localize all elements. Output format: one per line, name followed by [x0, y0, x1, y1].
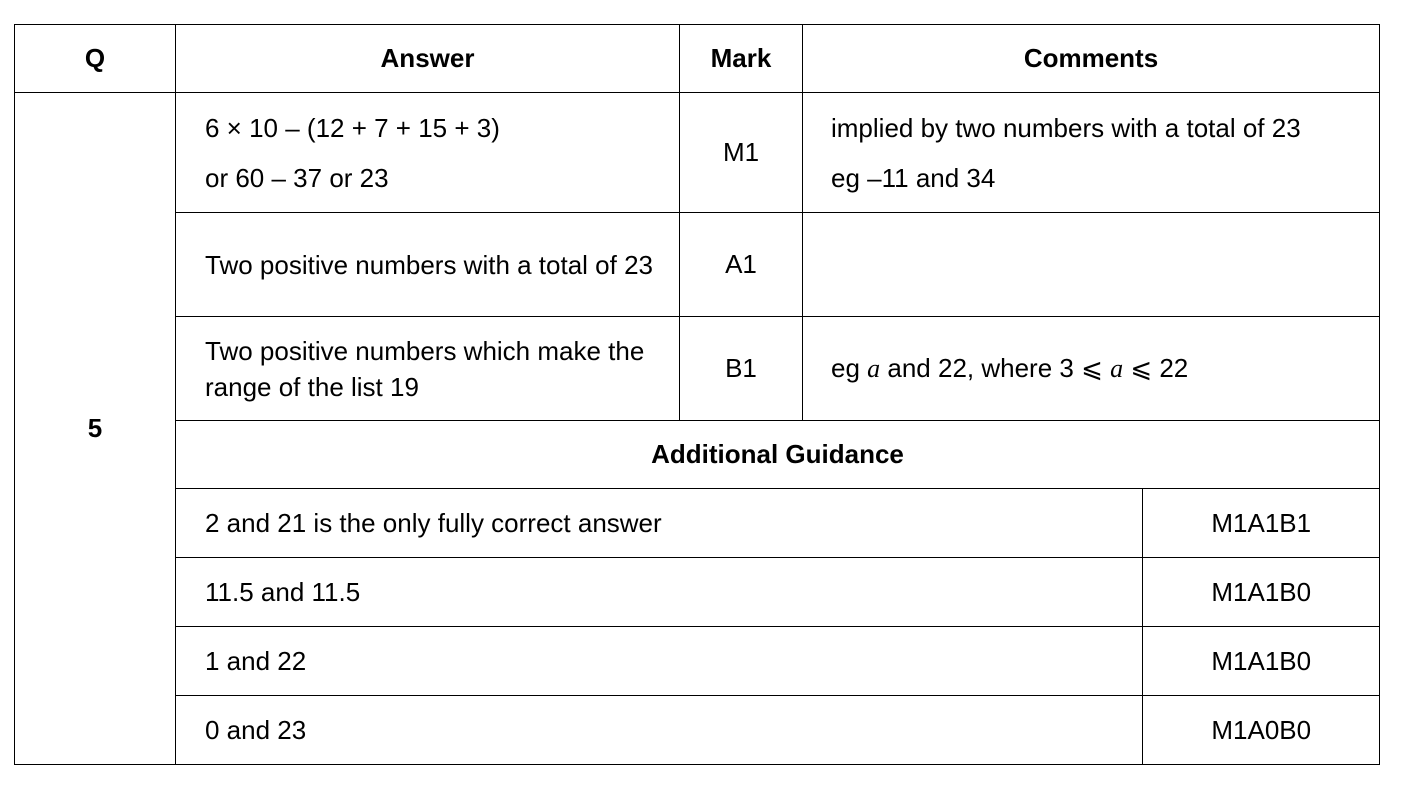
mark-cell: B1 [680, 317, 803, 421]
answer-cell: Two positive numbers with a total of 23 [176, 213, 680, 317]
question-number: 5 [15, 93, 176, 765]
guidance-cell [176, 558, 1380, 627]
comment-prefix: eg [831, 353, 868, 383]
header-q: Q [15, 25, 176, 93]
additional-guidance-header-row [15, 421, 1380, 489]
answer-row-a1 [15, 213, 1380, 317]
comment-middle: and 22, where 3 ⩽ [880, 353, 1111, 383]
guidance-cell [176, 696, 1380, 765]
math-variable: a [867, 354, 881, 383]
header-comments: Comments [803, 25, 1380, 93]
guidance-mark: M1A1B1 [1142, 489, 1380, 557]
comment-cell [803, 213, 1380, 317]
comment-line: eg –11 and 34 [831, 162, 996, 193]
comment-line: implied by two numbers with a total of 23 [831, 112, 1301, 143]
answer-row-b1 [15, 317, 1380, 421]
mark-scheme-table [14, 24, 1380, 765]
answer-line: or 60 – 37 or 23 [205, 162, 389, 193]
guidance-row [15, 489, 1380, 558]
additional-guidance-title: Additional Guidance [176, 421, 1380, 489]
guidance-text: 1 and 22 [205, 645, 307, 676]
mark-cell: A1 [680, 213, 803, 317]
guidance-mark: M1A0B0 [1142, 696, 1380, 764]
guidance-inner-table [176, 489, 1380, 557]
guidance-text: 11.5 and 11.5 [205, 576, 361, 607]
header-answer: Answer [176, 25, 680, 93]
answer-cell: Two positive numbers which make the range of the list 19 [176, 317, 680, 421]
header-mark: Mark [680, 25, 803, 93]
guidance-inner-table [176, 558, 1380, 626]
answer-line: 6 × 10 – (12 + 7 + 15 + 3) [205, 112, 500, 143]
guidance-row [15, 696, 1380, 765]
mark-cell: M1 [680, 93, 803, 213]
comment-cell [803, 93, 1380, 213]
guidance-cell [176, 627, 1380, 696]
guidance-row [15, 627, 1380, 696]
answer-cell [176, 93, 680, 213]
comment-cell [803, 317, 1380, 421]
guidance-text: 0 and 23 [205, 714, 307, 745]
guidance-mark: M1A1B0 [1142, 627, 1380, 695]
guidance-row [15, 558, 1380, 627]
guidance-cell [176, 489, 1380, 558]
guidance-inner-table [176, 696, 1380, 764]
math-variable: a [1110, 354, 1124, 383]
answer-row-m1 [15, 93, 1380, 213]
header-row [15, 25, 1380, 93]
guidance-mark: M1A1B0 [1142, 558, 1380, 626]
guidance-inner-table [176, 627, 1380, 695]
comment-suffix: ⩽ 22 [1123, 353, 1189, 383]
guidance-text: 2 and 21 is the only fully correct answer [205, 507, 662, 538]
